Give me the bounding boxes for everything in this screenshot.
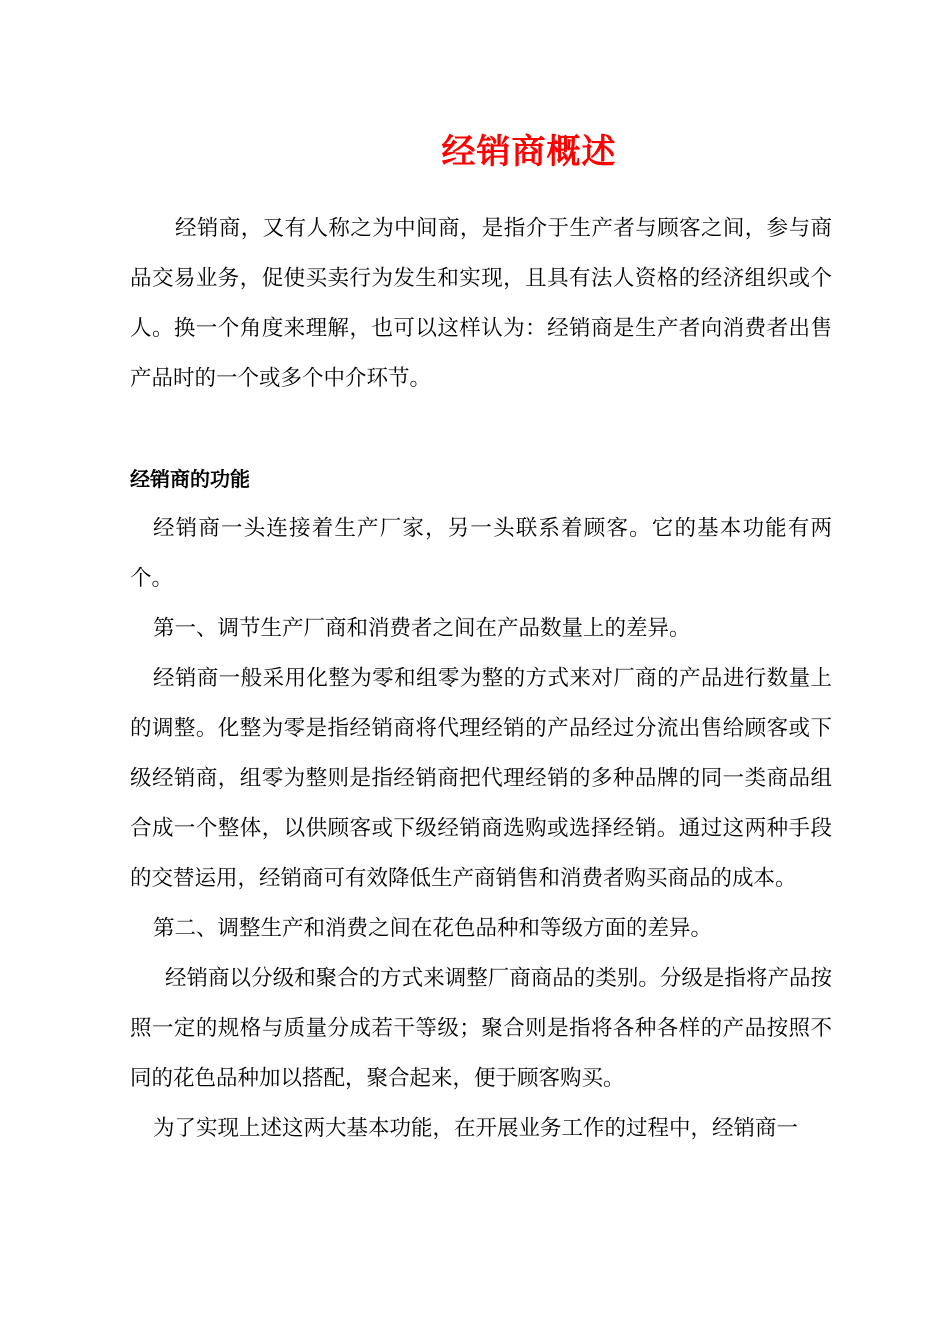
paragraph-functions-intro: 经销商一头连接着生产厂家，另一头联系着顾客。它的基本功能有两个。 [130,516,832,591]
page-title: 经销商概述 [441,132,617,172]
paragraph-continuation: 为了实现上述这两大基本功能，在开展业务工作的过程中，经销商一 [153,1116,799,1141]
paragraph-quantity-adjustment: 经销商一般采用化整为零和组零为整的方式来对厂商的产品进行数量上的调整。化整为零是指经销商将代理经销的产品经过分流出售给顾客或下级经销商，组零为整则是指经销商把代理经销的多种品牌的同一类商品组合成一个整体，以供顾客或下级经销商选购或选择经销。通过这两种手段的交替运用，经销商可有效降低生产商销售和消费者购买商品的成本。 [130,666,832,891]
paragraph-first-function: 第一、调节生产厂商和消费者之间在产品数量上的差异。 [153,616,691,641]
intro-paragraph: 经销商，又有人称之为中间商，是指介于生产者与顾客之间，参与商品交易业务，促使买卖行为发生和实现，且具有法人资格的经济组织或个人。换一个角度来理解，也可以这样认为：经销商是生产者向消费者出售产品时的一个或多个中介环节。 [130,216,832,391]
paragraph-variety-adjustment: 经销商以分级和聚合的方式来调整厂商商品的类别。分级是指将产品按照一定的规格与质量分成若干等级；聚合则是指将各种各样的产品按照不同的花色品种加以搭配，聚合起来，便于顾客购买。 [130,966,832,1091]
document-body [130,204,832,1154]
section-heading: 经销商的功能 [130,467,250,491]
paragraph-second-function: 第二、调整生产和消费之间在花色品种和等级方面的差异。 [153,916,713,941]
